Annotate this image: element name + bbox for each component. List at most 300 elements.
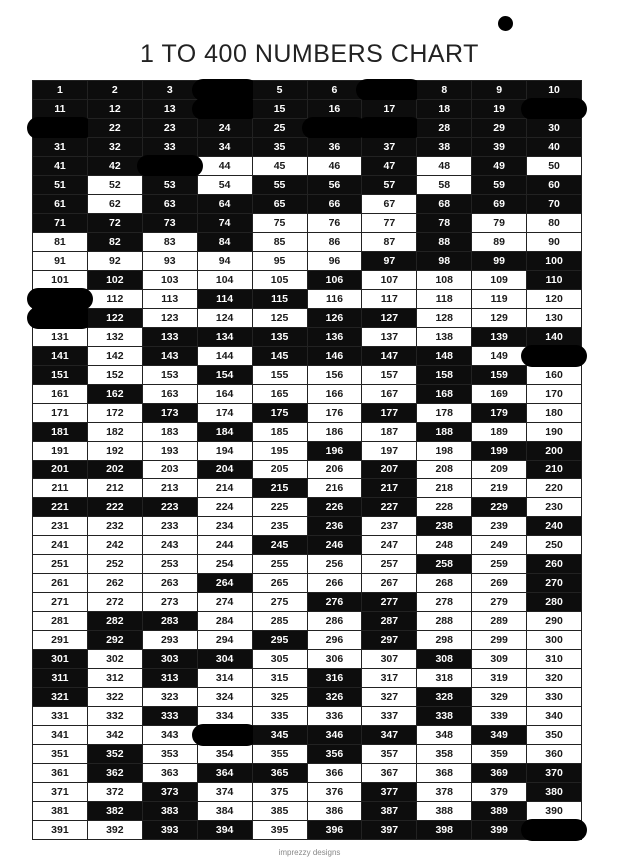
number-label: 86 <box>328 235 341 248</box>
number-label: 48 <box>438 159 451 172</box>
number-label: 55 <box>273 178 286 191</box>
number-label: 15 <box>273 102 286 115</box>
number-cell <box>253 347 308 366</box>
number-label: 369 <box>490 767 508 780</box>
number-label: 225 <box>270 501 289 514</box>
number-label: 106 <box>325 273 344 286</box>
number-label: 292 <box>106 634 124 647</box>
number-cell <box>362 309 417 328</box>
number-label: 210 <box>545 463 563 476</box>
number-label: 9 <box>496 83 503 96</box>
number-cell <box>253 157 308 176</box>
number-cell <box>472 669 527 688</box>
number-cell <box>417 328 472 347</box>
number-cell <box>472 309 527 328</box>
number-cell <box>143 612 198 631</box>
number-cell <box>88 442 143 461</box>
number-cell <box>143 669 198 688</box>
number-cell <box>362 461 417 480</box>
number-cell <box>253 650 308 669</box>
number-cell <box>33 574 88 593</box>
number-label: 100 <box>545 254 563 267</box>
number-label: 236 <box>325 520 344 533</box>
number-cell <box>143 764 198 783</box>
number-cell <box>527 612 582 631</box>
number-label: 91 <box>54 254 66 267</box>
number-cell <box>143 214 198 233</box>
number-cell <box>143 442 198 461</box>
number-label: 220 <box>545 482 563 495</box>
number-label: 62 <box>109 197 121 210</box>
number-cell <box>472 271 527 290</box>
number-cell <box>308 233 363 252</box>
number-label: 144 <box>215 349 234 362</box>
number-label: 238 <box>435 520 453 533</box>
number-cell <box>417 138 472 157</box>
number-label: 54 <box>218 178 231 191</box>
number-cell <box>308 271 363 290</box>
number-cell <box>527 631 582 650</box>
number-label: 32 <box>109 140 121 153</box>
number-cell <box>143 309 198 328</box>
number-label: 338 <box>435 710 453 723</box>
number-label: 166 <box>325 387 344 400</box>
number-label: 293 <box>160 634 179 647</box>
number-cell <box>417 347 472 366</box>
number-label: 34 <box>218 140 231 153</box>
number-label: 331 <box>51 710 69 723</box>
number-label: 6 <box>331 83 338 96</box>
number-label: 318 <box>435 672 453 685</box>
number-cell <box>362 536 417 555</box>
number-label: 259 <box>490 558 508 571</box>
number-cell <box>88 593 143 612</box>
number-cell <box>362 81 417 100</box>
number-label: 372 <box>106 786 124 799</box>
number-cell <box>362 650 417 669</box>
number-label: 246 <box>325 539 344 552</box>
number-label: 56 <box>328 178 341 191</box>
number-label: 73 <box>163 216 176 229</box>
number-label: 120 <box>545 292 563 305</box>
number-label: 333 <box>160 710 179 723</box>
number-cell <box>472 81 527 100</box>
number-cell <box>33 631 88 650</box>
number-label: 263 <box>160 577 179 590</box>
number-cell <box>362 271 417 290</box>
number-label: 266 <box>325 577 344 590</box>
number-label: 126 <box>325 311 344 324</box>
number-label: 325 <box>270 691 289 704</box>
number-label: 384 <box>215 805 234 818</box>
number-cell <box>308 726 363 745</box>
number-cell <box>253 631 308 650</box>
number-cell <box>308 650 363 669</box>
number-cell <box>143 517 198 536</box>
number-cell <box>362 157 417 176</box>
number-cell <box>88 764 143 783</box>
number-cell <box>143 290 198 309</box>
number-label: 342 <box>106 729 124 742</box>
number-label: 275 <box>270 596 289 609</box>
number-cell <box>417 100 472 119</box>
number-label: 31 <box>54 140 66 153</box>
number-label: 390 <box>545 805 563 818</box>
number-label: 186 <box>325 425 344 438</box>
number-label: 61 <box>54 197 66 210</box>
number-label: 273 <box>160 596 179 609</box>
number-cell <box>417 81 472 100</box>
number-label: 300 <box>545 634 563 647</box>
number-cell <box>88 309 143 328</box>
number-cell <box>33 688 88 707</box>
number-cell <box>472 195 527 214</box>
number-label: 136 <box>325 330 344 343</box>
number-label: 265 <box>270 577 289 590</box>
number-label: 82 <box>109 235 121 248</box>
number-label: 118 <box>435 292 453 305</box>
number-cell <box>253 726 308 745</box>
number-label: 268 <box>435 577 453 590</box>
number-cell <box>253 688 308 707</box>
number-label: 57 <box>383 178 396 191</box>
number-cell <box>362 290 417 309</box>
number-cell <box>417 688 472 707</box>
number-cell <box>417 309 472 328</box>
number-cell <box>198 631 253 650</box>
number-cell <box>417 498 472 517</box>
number-cell <box>198 404 253 423</box>
number-label: 2 <box>111 83 118 96</box>
number-cell <box>527 309 582 328</box>
number-cell <box>253 764 308 783</box>
number-label: 278 <box>435 596 453 609</box>
number-cell <box>472 498 527 517</box>
number-cell <box>472 612 527 631</box>
number-cell <box>88 555 143 574</box>
number-label: 139 <box>490 330 508 343</box>
number-cell <box>472 328 527 347</box>
number-label: 393 <box>160 824 179 836</box>
number-label: 219 <box>490 482 508 495</box>
number-label: 17 <box>383 102 396 115</box>
number-label: 141 <box>51 349 69 362</box>
number-cell <box>198 802 253 821</box>
number-cell <box>527 461 582 480</box>
number-cell <box>253 366 308 385</box>
number-label: 334 <box>215 710 234 723</box>
number-cell <box>143 385 198 404</box>
number-cell <box>88 138 143 157</box>
number-label: 374 <box>215 786 234 799</box>
number-cell <box>198 195 253 214</box>
number-cell <box>143 650 198 669</box>
number-cell <box>308 442 363 461</box>
number-label: 134 <box>215 330 234 343</box>
number-cell <box>253 252 308 271</box>
number-cell <box>362 233 417 252</box>
number-cell <box>198 100 253 119</box>
number-label: 194 <box>215 444 234 457</box>
number-label: 341 <box>51 729 69 742</box>
number-label: 147 <box>380 349 399 362</box>
number-cell <box>308 366 363 385</box>
number-cell <box>362 404 417 423</box>
number-cell <box>33 707 88 726</box>
number-cell <box>143 479 198 498</box>
number-cell <box>308 385 363 404</box>
number-cell <box>472 442 527 461</box>
number-label: 204 <box>215 463 234 476</box>
number-cell <box>33 764 88 783</box>
number-label: 227 <box>380 501 399 514</box>
number-cell <box>88 707 143 726</box>
number-cell <box>198 745 253 764</box>
number-cell <box>198 233 253 252</box>
number-cell <box>33 517 88 536</box>
number-label: 22 <box>109 121 121 134</box>
number-cell <box>308 669 363 688</box>
number-label: 39 <box>493 140 505 153</box>
number-cell <box>417 726 472 745</box>
number-cell <box>33 612 88 631</box>
number-label: 94 <box>218 254 231 267</box>
number-cell <box>417 366 472 385</box>
number-cell <box>143 688 198 707</box>
number-label: 131 <box>51 330 69 343</box>
number-cell <box>417 195 472 214</box>
number-label: 286 <box>325 615 344 628</box>
number-label: 135 <box>270 330 289 343</box>
number-label: 357 <box>380 748 399 761</box>
number-label: 258 <box>435 558 453 571</box>
number-label: 133 <box>160 330 179 343</box>
number-cell <box>33 252 88 271</box>
number-label: 192 <box>106 444 124 457</box>
number-cell <box>143 802 198 821</box>
number-label: 328 <box>435 691 453 704</box>
number-label: 18 <box>438 102 451 115</box>
number-cell <box>253 404 308 423</box>
number-cell <box>253 555 308 574</box>
number-cell <box>88 385 143 404</box>
number-label: 66 <box>328 197 341 210</box>
number-label: 30 <box>548 121 560 134</box>
number-cell <box>33 271 88 290</box>
number-cell <box>143 366 198 385</box>
number-cell <box>472 119 527 138</box>
number-cell <box>308 347 363 366</box>
number-label: 154 <box>215 368 234 381</box>
number-label: 69 <box>493 197 505 210</box>
number-label: 108 <box>435 273 453 286</box>
number-cell <box>527 423 582 442</box>
number-cell <box>143 404 198 423</box>
number-label: 40 <box>548 140 560 153</box>
number-label: 397 <box>380 824 399 836</box>
number-cell <box>308 517 363 536</box>
number-cell <box>88 650 143 669</box>
number-label: 63 <box>163 197 176 210</box>
number-label: 307 <box>380 653 399 666</box>
number-cell <box>362 366 417 385</box>
number-label: 386 <box>325 805 344 818</box>
number-cell <box>143 498 198 517</box>
number-label: 223 <box>160 501 179 514</box>
number-cell <box>253 442 308 461</box>
number-cell <box>417 764 472 783</box>
number-label: 16 <box>328 102 341 115</box>
number-cell <box>33 802 88 821</box>
number-label: 295 <box>270 634 289 647</box>
number-cell <box>472 385 527 404</box>
number-cell <box>198 555 253 574</box>
number-cell <box>472 214 527 233</box>
number-cell <box>362 669 417 688</box>
number-label: 320 <box>545 672 563 685</box>
number-cell <box>33 479 88 498</box>
number-cell <box>88 498 143 517</box>
number-cell <box>472 536 527 555</box>
number-cell <box>198 498 253 517</box>
number-cell <box>362 442 417 461</box>
number-cell <box>472 555 527 574</box>
number-label: 313 <box>160 672 179 685</box>
number-label: 387 <box>380 805 399 818</box>
number-label: 345 <box>270 729 289 742</box>
number-label: 392 <box>106 824 124 836</box>
number-label: 123 <box>160 311 179 324</box>
number-cell <box>198 271 253 290</box>
number-cell <box>527 650 582 669</box>
number-label: 113 <box>161 292 179 305</box>
number-cell <box>33 404 88 423</box>
number-label: 201 <box>51 463 69 476</box>
number-cell <box>362 688 417 707</box>
number-cell <box>198 290 253 309</box>
number-cell <box>33 783 88 802</box>
number-cell <box>362 555 417 574</box>
number-label: 336 <box>325 710 344 723</box>
number-cell <box>472 347 527 366</box>
number-label: 379 <box>490 786 508 799</box>
number-cell <box>362 328 417 347</box>
number-label: 116 <box>325 292 343 305</box>
number-cell <box>198 385 253 404</box>
number-label: 23 <box>163 121 176 134</box>
number-cell <box>33 176 88 195</box>
number-cell <box>33 138 88 157</box>
number-cell <box>88 119 143 138</box>
number-label: 193 <box>160 444 179 457</box>
number-label: 11 <box>54 102 66 115</box>
number-cell <box>308 536 363 555</box>
number-cell <box>417 593 472 612</box>
number-label: 354 <box>215 748 234 761</box>
number-cell <box>308 290 363 309</box>
number-label: 12 <box>109 102 121 115</box>
number-label: 209 <box>490 463 508 476</box>
number-label: 351 <box>51 748 69 761</box>
number-label: 163 <box>160 387 179 400</box>
number-cell <box>417 442 472 461</box>
numbers-chart-grid <box>32 80 582 840</box>
number-cell <box>143 328 198 347</box>
number-cell <box>143 821 198 840</box>
number-label: 277 <box>380 596 399 609</box>
number-label: 98 <box>438 254 451 267</box>
number-cell <box>308 195 363 214</box>
number-cell <box>527 517 582 536</box>
number-label: 157 <box>380 368 399 381</box>
number-label: 234 <box>215 520 234 533</box>
number-cell <box>253 612 308 631</box>
number-label: 65 <box>273 197 286 210</box>
number-cell <box>362 119 417 138</box>
number-label: 25 <box>273 121 286 134</box>
number-cell <box>362 347 417 366</box>
number-label: 29 <box>493 121 505 134</box>
number-label: 348 <box>435 729 453 742</box>
number-label: 395 <box>270 824 289 836</box>
number-label: 360 <box>545 748 563 761</box>
number-label: 332 <box>106 710 124 723</box>
number-label: 51 <box>54 178 66 191</box>
number-label: 361 <box>51 767 69 780</box>
number-label: 232 <box>106 520 124 533</box>
number-label: 127 <box>380 311 399 324</box>
number-label: 308 <box>435 653 453 666</box>
number-label: 267 <box>380 577 399 590</box>
number-cell <box>472 176 527 195</box>
number-label: 128 <box>435 311 453 324</box>
number-label: 337 <box>380 710 399 723</box>
number-label: 255 <box>270 558 289 571</box>
number-label: 185 <box>270 425 289 438</box>
number-label: 367 <box>380 767 399 780</box>
number-label: 189 <box>490 425 508 438</box>
number-cell <box>417 252 472 271</box>
number-cell <box>527 385 582 404</box>
number-label: 252 <box>106 558 124 571</box>
number-label: 138 <box>435 330 453 343</box>
number-cell <box>143 100 198 119</box>
number-cell <box>472 233 527 252</box>
number-cell <box>362 252 417 271</box>
number-label: 350 <box>545 729 563 742</box>
number-label: 171 <box>51 406 69 419</box>
number-cell <box>33 555 88 574</box>
number-cell <box>33 233 88 252</box>
number-label: 60 <box>548 178 560 191</box>
number-label: 301 <box>51 653 69 666</box>
number-label: 79 <box>493 216 505 229</box>
number-label: 250 <box>545 539 563 552</box>
number-label: 203 <box>160 463 179 476</box>
number-cell <box>143 157 198 176</box>
number-label: 362 <box>106 767 124 780</box>
number-cell <box>143 555 198 574</box>
number-label: 117 <box>380 292 398 305</box>
number-label: 356 <box>325 748 344 761</box>
number-label: 96 <box>328 254 341 267</box>
number-label: 322 <box>106 691 124 704</box>
number-cell <box>253 536 308 555</box>
number-label: 243 <box>160 539 179 552</box>
number-label: 119 <box>490 292 508 305</box>
number-cell <box>472 802 527 821</box>
number-label: 37 <box>383 140 396 153</box>
